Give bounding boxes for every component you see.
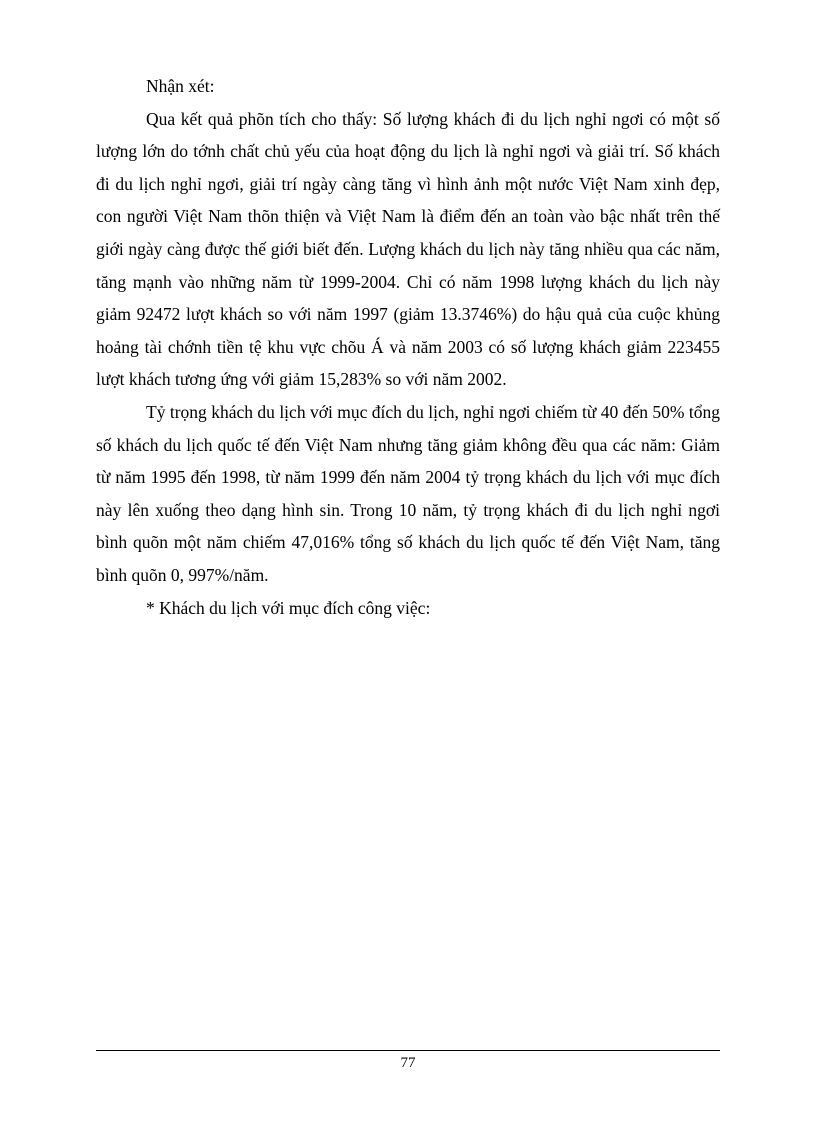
- footer-divider: [96, 1050, 720, 1051]
- bullet-business-travel: * Khách du lịch với mục đích công việc:: [146, 597, 431, 618]
- body-text: [96, 70, 720, 624]
- paragraph-analysis: Qua kết quả phõn tích cho thấy: Số lượng khách đi du lịch nghỉ ngơi có một số lượng lớn do tớnh chất chủ yếu của hoạt động du lịch là nghỉ ngơi và giải trí. Số khách đi du lịch nghỉ ngơi, giải trí ngày càng tăng vì hình ảnh một nước Việt Nam xinh đẹp, con người Việt Nam thõn thiện và Việt Nam là điểm đến an toàn vào bậc nhất trên thế giới ngày càng được thế giới biết đến. Lượng khách du lịch này tăng nhiều qua các năm, tăng mạnh vào những năm từ 1999-2004. Chỉ có năm 1998 lượng khách du lịch này giảm 92472 lượt khách so với năm 1997 (giảm 13.3746%) do hậu quả của cuộc khủng hoảng tài chớnh tiền tệ khu vực chõu Á và năm 2003 có số lượng khách giảm 223455 lượt khách tương ứng với giảm 15,283% so với năm 2002.: [96, 108, 720, 390]
- section-label: Nhận xét:: [146, 76, 215, 96]
- paragraph-proportion: Tỷ trọng khách du lịch với mục đích du lịch, nghỉ ngơi chiếm từ 40 đến 50% tổng số khách du lịch quốc tế đến Việt Nam nhưng tăng giảm không đều qua các năm: Giảm từ năm 1995 đến 1998, từ năm 1999 đến năm 2004 tỷ trọng khách du lịch với mục đích này lên xuống theo dạng hình sin. Trong 10 năm, tỷ trọng khách đi du lịch nghỉ ngơi bình quõn một năm chiếm 47,016% tổng số khách du lịch quốc tế đến Việt Nam, tăng bình quõn 0, 997%/năm.: [96, 401, 720, 585]
- page-number: 77: [400, 1055, 416, 1071]
